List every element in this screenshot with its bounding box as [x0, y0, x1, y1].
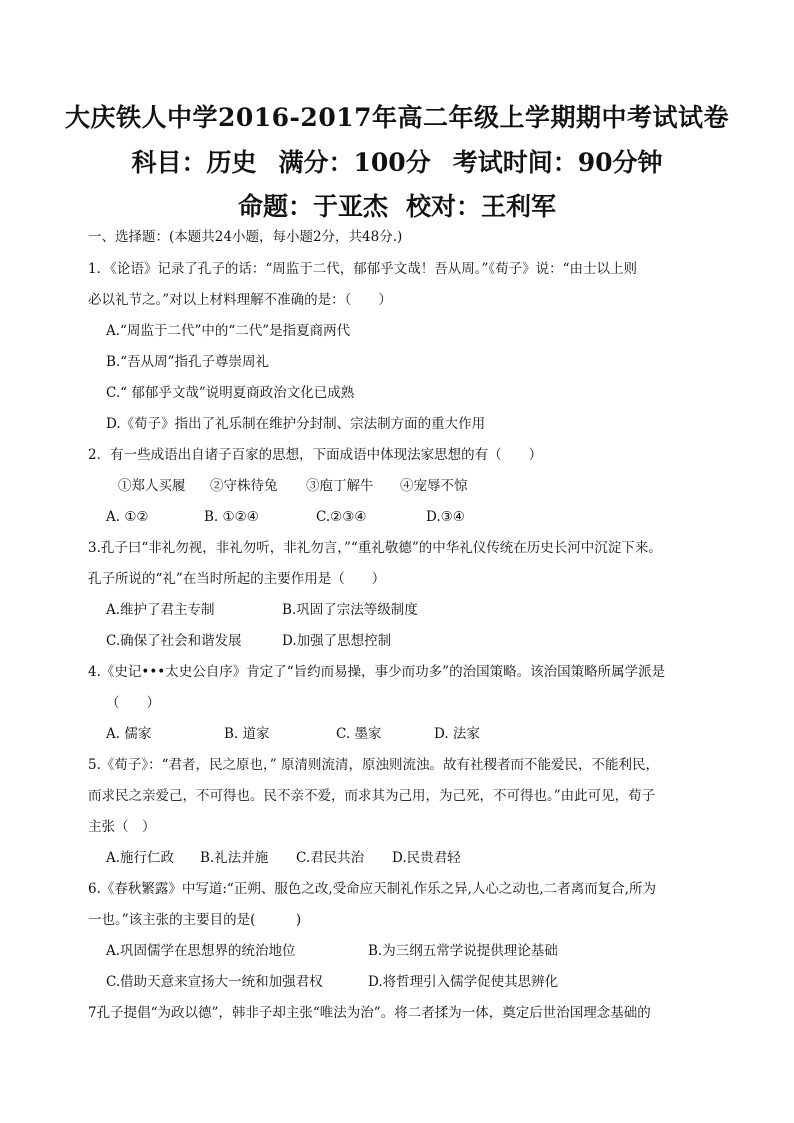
- q2-option: C.②③④: [316, 509, 367, 525]
- q4-option: B. 道家: [224, 726, 270, 742]
- q2-item: ④宠辱不惊: [400, 478, 468, 494]
- q6-option-d: D.将哲理引入儒学促使其思辨化: [368, 974, 559, 990]
- q5-option: D.民贵君轻: [392, 850, 461, 866]
- time-label: 考试时间：90分钟: [452, 148, 663, 177]
- q3-stem-line1: 3.孔子曰“非礼勿视，非礼勿听，非礼勿言，”“重礼敬德”的中华礼仪传统在历史长河中沉淀下来。: [88, 540, 662, 556]
- q5-option: A.施行仁政: [106, 850, 175, 866]
- q6-options-ab: [106, 942, 726, 960]
- q4-stem-line2: （ ）: [106, 695, 160, 711]
- q3-option-c: C.确保了社会和谐发展: [106, 633, 242, 649]
- q1-stem-line2: 必以礼节之。”对以上材料理解不准确的是：（ ）: [88, 292, 392, 308]
- q4-option: C. 墨家: [336, 726, 382, 742]
- q6-stem-line2: 一也。”该主张的主要目的是( ): [88, 912, 302, 928]
- exam-info: [0, 143, 794, 179]
- q5-stem-line3: 主张（ ）: [88, 819, 156, 835]
- q1-option-c: C.“ 郁郁乎文哉”说明夏商政治文化已成熟: [106, 385, 355, 401]
- q3-stem-line2: 孔子所说的“礼”在当时所起的主要作用是（ ）: [88, 571, 386, 587]
- q3-option-d: D.加强了思想控制: [282, 633, 392, 649]
- q2-options: [106, 508, 726, 526]
- q6-stem-line1: 6.《春秋繁露》中写道:“正朔、服色之改,受命应天制礼作乐之异,人心之动也,二者离而复合,所为: [88, 881, 656, 897]
- q6-option-c: C.借助天意来宣扬大一统和加强君权: [106, 974, 323, 990]
- q2-item: ①郑人买履: [118, 478, 186, 494]
- q2-option: D.③④: [426, 509, 465, 525]
- q5-stem-line1: 5.《荀子》：“君者，民之原也，” 原清则流清，原浊则流浊。故有社稷者而不能爱民，不能利民，: [88, 757, 659, 773]
- q3-options-ab: [106, 601, 726, 619]
- q6-options-cd: [106, 973, 726, 991]
- q1-stem-line1: 1．《论语》记录了孔子的话：“周监于二代，郁郁乎文哉！吾从周。”《荀子》说：“由士以上则: [88, 261, 638, 277]
- q5-options: [106, 849, 726, 867]
- q6-option-b: B.为三纲五常学说提供理论基础: [368, 943, 558, 959]
- q4-option: A. 儒家: [106, 726, 152, 742]
- q4-stem-line1: 4.《史记•••太史公自序》肯定了“旨约而易操，事少而功多”的治国策略。该治国策略所属学派是: [88, 664, 666, 680]
- q2-item: ③庖丁解牛: [306, 478, 374, 494]
- q1-option-a: A.“周监于二代”中的“二代”是指夏商两代: [106, 323, 351, 339]
- q5-option: C.君民共治: [296, 850, 365, 866]
- subject-label: 科目：历史: [131, 148, 257, 177]
- q2-item: ②守株待兔: [210, 478, 278, 494]
- section-heading: 一、选择题：(本题共24小题，每小题2分，共48分.): [88, 229, 403, 245]
- q2-items: [118, 477, 738, 495]
- q1-option-d: D.《荀子》指出了礼乐制在维护分封制、宗法制方面的重大作用: [106, 416, 486, 432]
- q1-option-b: B.“吾从周”指孔子尊崇周礼: [106, 354, 270, 370]
- q2-stem: 2．有一些成语出自诸子百家的思想，下面成语中体现法家思想的有（ ）: [88, 447, 543, 463]
- exam-credits: [0, 187, 794, 223]
- q7-stem-line1: 7孔子提倡“为政以德”，韩非子却主张“唯法为治”。将二者揉为一体，奠定后世治国理念基础的: [88, 1005, 651, 1021]
- q5-option: B.礼法并施: [200, 850, 269, 866]
- reviewer-label: 校对：王利军: [406, 192, 557, 221]
- q3-option-a: A.维护了君主专制: [106, 602, 215, 618]
- q3-option-b: B.巩固了宗法等级制度: [282, 602, 418, 618]
- q2-option: A. ①②: [106, 509, 149, 525]
- exam-title: 大庆铁人中学2016-2017年高二年级上学期期中考试试卷: [64, 103, 730, 132]
- q4-option: D. 法家: [434, 726, 480, 742]
- q4-options: [106, 725, 726, 743]
- author-label: 命题：于亚杰: [237, 192, 388, 221]
- q3-options-cd: [106, 632, 726, 650]
- q5-stem-line2: 而求民之亲爱己，不可得也。民不亲不爱，而求其为己用，为己死，不可得也。”由此可见，荀子: [88, 788, 656, 804]
- q2-option: B. ①②④: [204, 509, 259, 525]
- q6-option-a: A.巩固儒学在思想界的统治地位: [106, 943, 296, 959]
- score-label: 满分：100分: [278, 148, 431, 177]
